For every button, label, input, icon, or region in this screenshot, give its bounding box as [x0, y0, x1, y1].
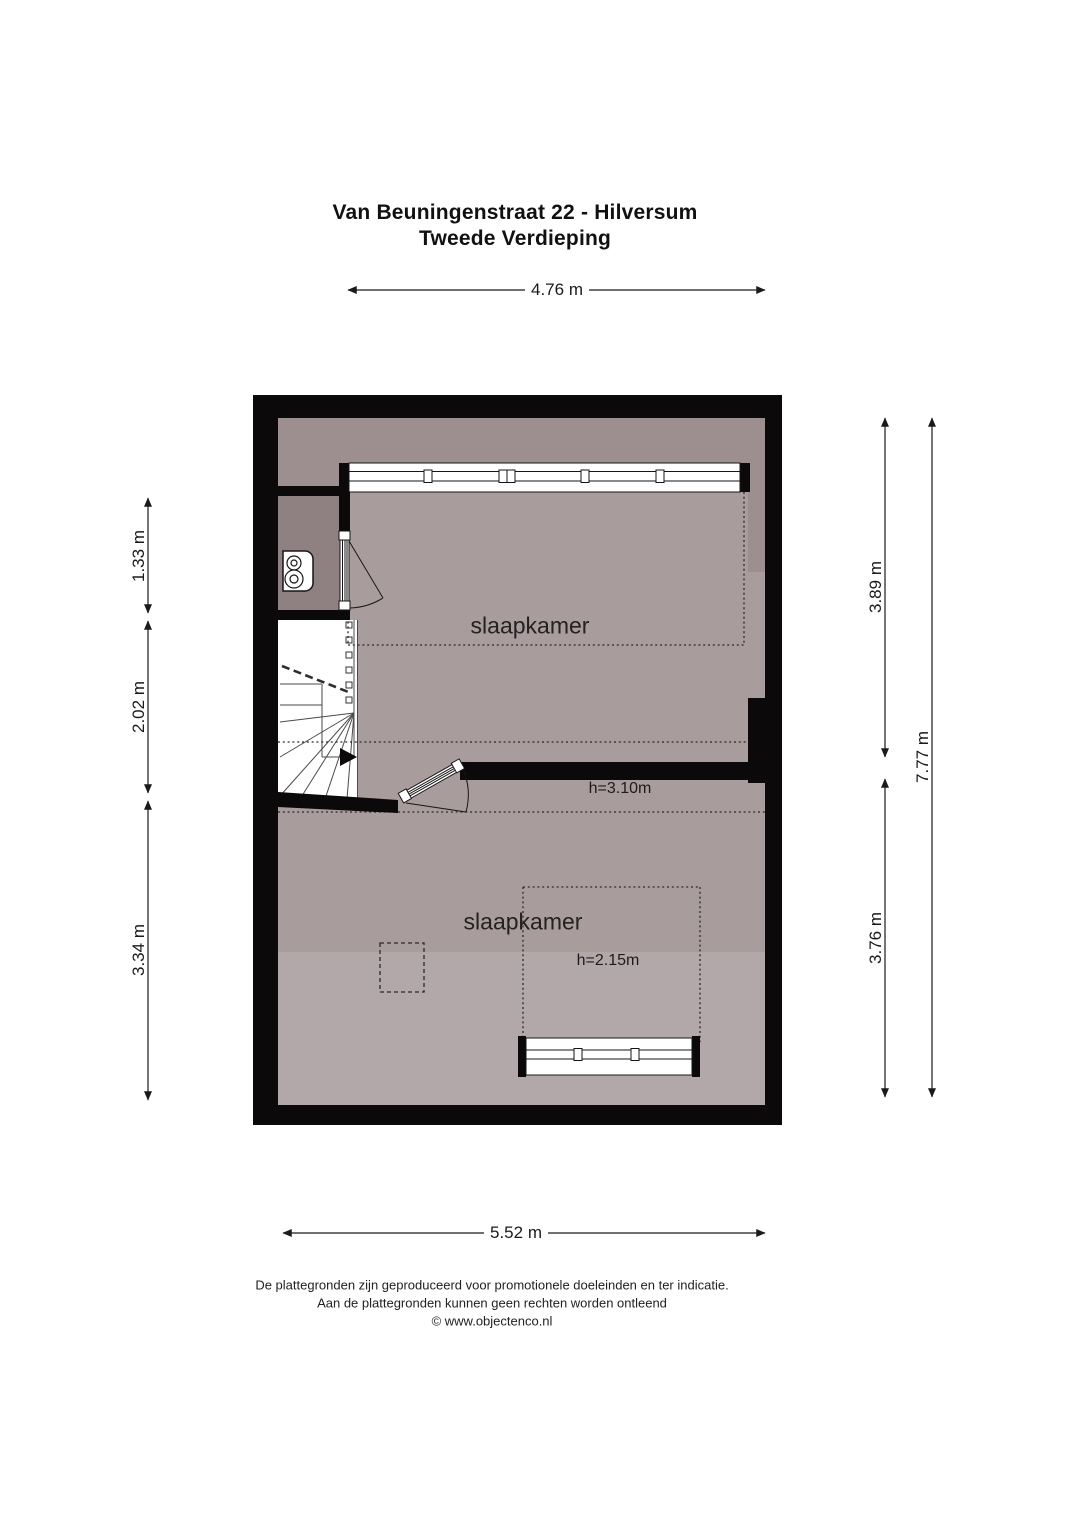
wall-exterior-top	[253, 395, 782, 418]
wall-exterior-left	[253, 395, 278, 1125]
wall-window-right-stub	[740, 463, 750, 492]
dim-label-left-3: 3.34 m	[129, 924, 148, 976]
dim-label-left-1: 1.33 m	[129, 530, 148, 582]
dim-label-right-total: 7.77 m	[913, 731, 932, 783]
dim-label-right-2: 3.76 m	[866, 912, 885, 964]
window-dormer	[526, 1038, 692, 1075]
wall-dormer-window-cap-right	[692, 1036, 700, 1077]
floor-light-lower-band	[278, 952, 765, 1105]
dim-label-left-2: 2.02 m	[129, 681, 148, 733]
stairs-area	[278, 620, 358, 800]
dim-label-top: 4.76 m	[525, 280, 589, 300]
footer-disclaimer-1: De plattegronden zijn geproduceerd voor promotionele doeleinden en ter indicatie.	[255, 1277, 729, 1293]
ceiling-height-note-upper: h=3.10m	[588, 780, 652, 797]
floor-dark-right-strip	[748, 465, 765, 572]
dim-label-bottom: 5.52 m	[484, 1223, 548, 1243]
page-subtitle: Tweede Verdieping	[418, 227, 612, 250]
window-front-facade	[349, 463, 740, 492]
stairs	[278, 620, 358, 800]
floor-dark-top-strip	[278, 418, 765, 465]
footer-copyright: © www.objectenco.nl	[431, 1313, 553, 1329]
room-label-bedroom-upper: slaapkamer	[470, 612, 590, 639]
dim-label-right-1: 3.89 m	[866, 561, 885, 613]
wall-boiler-bottom	[278, 610, 350, 620]
wall-exterior-bottom	[253, 1105, 782, 1125]
page-title: Van Beuningenstraat 22 - Hilversum	[332, 201, 698, 224]
footer-disclaimer-2: Aan de plattegronden kunnen geen rechten worden ontleend	[317, 1295, 667, 1311]
wall-divider-right	[460, 762, 765, 780]
wall-exterior-right	[765, 395, 782, 1125]
ceiling-height-note-lower: h=2.15m	[576, 952, 640, 969]
wall-dormer-window-cap-left	[518, 1036, 526, 1077]
room-label-bedroom-lower: slaapkamer	[463, 908, 583, 935]
boiler-icon	[283, 551, 313, 591]
wall-boiler-top	[278, 486, 340, 496]
wall-boiler-right-stub	[339, 463, 350, 537]
